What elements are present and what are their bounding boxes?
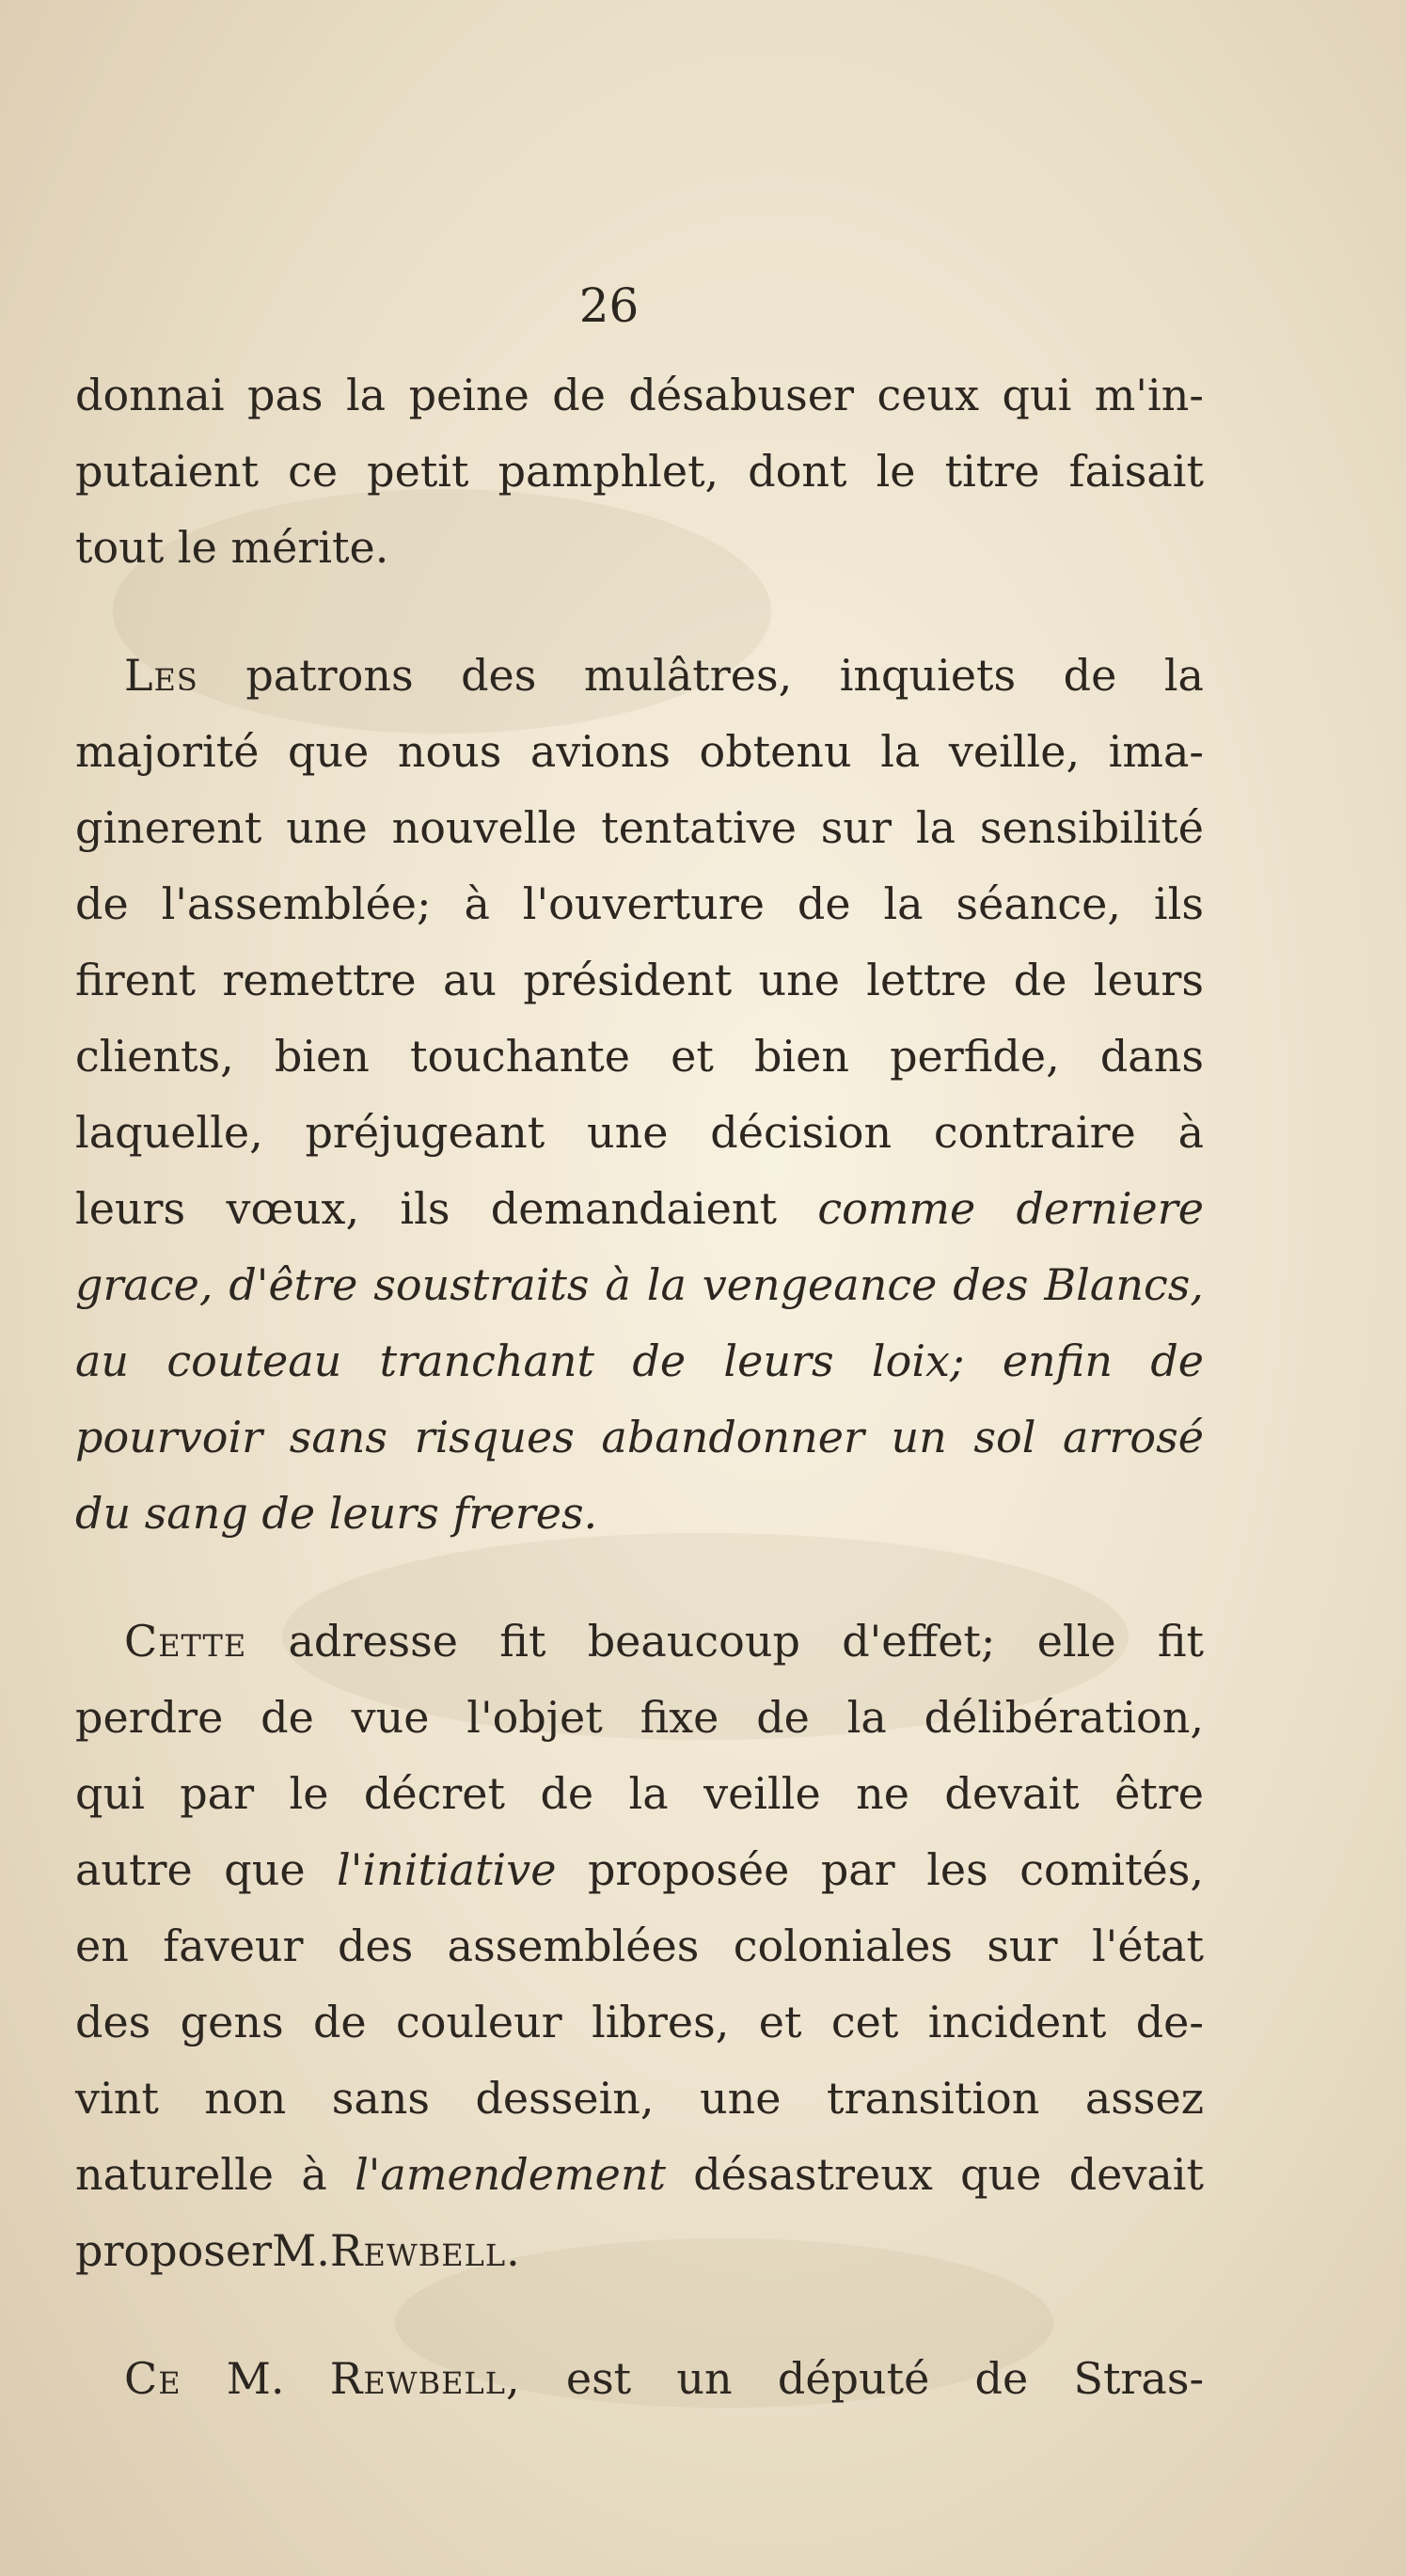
paragraph <box>75 638 1204 1552</box>
word: la <box>880 726 921 777</box>
word: la <box>628 1768 669 1819</box>
paragraph <box>75 1604 1204 2289</box>
word: ils <box>400 1183 450 1234</box>
word: dessein, <box>475 2073 655 2124</box>
text-line <box>75 510 1204 586</box>
word: couleur <box>396 1997 562 2047</box>
word: ce <box>288 446 339 497</box>
word: le <box>876 446 916 497</box>
word: qui <box>1002 370 1072 420</box>
word: faisait <box>1068 446 1204 497</box>
word: une <box>286 802 368 853</box>
text-line <box>75 1095 1204 1171</box>
word: pas <box>247 370 324 420</box>
word: à <box>1177 1107 1204 1158</box>
word: de <box>632 1335 687 1386</box>
word: firent <box>75 955 197 1005</box>
word: loix; <box>871 1335 965 1386</box>
text-line <box>75 2061 1204 2137</box>
text-line <box>75 434 1204 510</box>
word: M. <box>226 2353 285 2404</box>
word: dans <box>1099 1031 1204 1082</box>
word: au <box>442 955 498 1005</box>
word: la <box>1163 650 1204 701</box>
word: pamphlet, <box>498 446 719 497</box>
word: autre <box>75 1844 193 1895</box>
word: de <box>312 1997 367 2047</box>
text-line <box>75 942 1204 1019</box>
word: gens <box>180 1997 284 2047</box>
word: soustraits <box>373 1259 590 1310</box>
word: les <box>926 1844 988 1895</box>
text-line <box>75 638 1204 714</box>
word: des <box>337 1920 414 1971</box>
word: remettre <box>222 955 417 1005</box>
word: donnai <box>75 370 225 420</box>
word: une <box>758 955 840 1005</box>
word: leurs <box>1093 955 1204 1005</box>
word: à <box>605 1259 631 1310</box>
word: bien <box>274 1031 370 1082</box>
word: fit <box>499 1616 546 1667</box>
word: coloniales <box>733 1920 953 1971</box>
text-line <box>75 1908 1204 1984</box>
word: nous <box>397 726 502 777</box>
word: sur <box>820 802 893 853</box>
word: sol <box>973 1412 1036 1462</box>
word: l'état <box>1091 1920 1204 1971</box>
word: est <box>565 2353 632 2404</box>
word: cet <box>830 1997 899 2047</box>
word: l'objet <box>466 1692 603 1743</box>
word: la <box>345 370 387 420</box>
text-line <box>75 1399 1204 1476</box>
word: libres, <box>592 1997 730 2047</box>
word: assemblées <box>447 1920 700 1971</box>
word: ils <box>1153 878 1204 929</box>
word: que <box>224 1844 306 1895</box>
word: Rewbell, <box>329 2353 521 2404</box>
word: devait <box>944 1768 1080 1819</box>
word: que <box>287 726 370 777</box>
word: l'assemblée; <box>161 878 432 929</box>
word: délibération, <box>924 1692 1204 1743</box>
word: elle <box>1036 1616 1116 1667</box>
word: de <box>974 2353 1029 2404</box>
word: enfin <box>1002 1335 1113 1386</box>
word: laquelle, <box>75 1107 263 1158</box>
text-line <box>75 1680 1204 1756</box>
word: leurs <box>75 1183 186 1234</box>
word: veille <box>703 1768 821 1819</box>
word: une <box>700 2073 782 2124</box>
word: putaient <box>75 446 260 497</box>
word: contraire <box>933 1107 1136 1158</box>
word: risques <box>414 1412 575 1462</box>
word: demandaient <box>490 1183 778 1234</box>
word: sans <box>331 2073 430 2124</box>
word: inquiets <box>839 650 1017 701</box>
text-line <box>75 1019 1204 1095</box>
word: beaucoup <box>587 1616 800 1667</box>
word: séance, <box>956 878 1122 929</box>
word: à <box>301 2149 327 2200</box>
paragraph <box>75 357 1204 586</box>
word: Cette <box>124 1616 247 1667</box>
word: d'être <box>229 1259 358 1310</box>
word: un <box>891 1412 947 1462</box>
paragraph-gap <box>75 2289 1204 2341</box>
word: être <box>1114 1768 1204 1819</box>
text-line <box>75 2137 1204 2213</box>
word: clients, <box>75 1031 234 1082</box>
word: de- <box>1135 1997 1204 2047</box>
text-line <box>75 1476 1204 1552</box>
word: et <box>758 1997 802 2047</box>
word: abandonner <box>601 1412 864 1462</box>
word: ginerent <box>75 802 262 853</box>
text-line <box>75 2341 1204 2417</box>
word: décret <box>363 1768 506 1819</box>
word: m'in- <box>1094 370 1204 420</box>
word: d'effet; <box>842 1616 996 1667</box>
word: vœux, <box>226 1183 360 1234</box>
word: à <box>464 878 490 929</box>
word: tout le mérite. <box>75 522 389 573</box>
word: ima- <box>1108 726 1204 777</box>
word: veille, <box>948 726 1081 777</box>
word: de <box>540 1768 594 1819</box>
word: sensibilité <box>979 802 1204 853</box>
text-line <box>75 1171 1204 1247</box>
word: leurs <box>723 1335 834 1386</box>
word: de <box>261 1692 314 1743</box>
word: fit <box>1157 1616 1204 1667</box>
word: président <box>523 955 733 1005</box>
word: désastreux <box>693 2149 933 2200</box>
paragraph-gap <box>75 586 1204 638</box>
word: titre <box>944 446 1040 497</box>
body-text <box>75 357 1204 2417</box>
word: ceux <box>877 370 980 420</box>
word: patrons <box>245 650 414 701</box>
word: lettre <box>866 955 987 1005</box>
text-line <box>75 866 1204 942</box>
word: un <box>676 2353 733 2404</box>
word: adresse <box>288 1616 458 1667</box>
word: des <box>953 1259 1029 1310</box>
word: pourvoir <box>75 1412 263 1462</box>
word: dont <box>748 446 847 497</box>
word: proposée <box>587 1844 790 1895</box>
text-line <box>75 790 1204 866</box>
word: tranchant <box>379 1335 595 1386</box>
word: avions <box>529 726 671 777</box>
word: vue <box>351 1692 430 1743</box>
word: Stras- <box>1073 2353 1204 2404</box>
word: des <box>75 1997 151 2047</box>
word: assez <box>1084 2073 1204 2124</box>
text-line <box>75 1832 1204 1908</box>
word: sur <box>987 1920 1058 1971</box>
word: peine <box>408 370 529 420</box>
word: de <box>75 878 129 929</box>
word: du sang de leurs freres. <box>75 1488 598 1539</box>
word: la <box>846 1692 887 1743</box>
word: par <box>180 1768 255 1819</box>
text-line <box>75 1984 1204 2061</box>
word: obtenu <box>699 726 852 777</box>
word: l'ouverture <box>522 878 765 929</box>
word: député <box>777 2353 930 2404</box>
word: préjugeant <box>305 1107 545 1158</box>
word: décision <box>710 1107 893 1158</box>
word: de <box>1150 1335 1204 1386</box>
word: mulâtres, <box>583 650 793 701</box>
word: fixe <box>640 1692 719 1743</box>
word: majorité <box>75 726 260 777</box>
word: que <box>960 2149 1042 2200</box>
word: bien <box>753 1031 849 1082</box>
text-line <box>75 1604 1204 1680</box>
word: la <box>646 1259 687 1310</box>
word: comités, <box>1019 1844 1204 1895</box>
word: vengeance <box>702 1259 938 1310</box>
word: en <box>75 1920 129 1971</box>
page-number: 26 <box>578 278 640 333</box>
word: de <box>552 370 606 420</box>
word: de <box>797 878 851 929</box>
word: de <box>756 1692 810 1743</box>
word: la <box>915 802 956 853</box>
word: ne <box>856 1768 909 1819</box>
word: perdre <box>75 1692 224 1743</box>
word: derniere <box>1016 1183 1204 1234</box>
word: tentative <box>601 802 797 853</box>
word: incident <box>927 1997 1107 2047</box>
word: transition <box>827 2073 1040 2124</box>
word: grace, <box>75 1259 213 1310</box>
word: non <box>204 2073 287 2124</box>
word: de <box>1013 955 1067 1005</box>
word: sans <box>289 1412 387 1462</box>
paragraph <box>75 2341 1204 2417</box>
word: la <box>883 878 924 929</box>
word: perfide, <box>890 1031 1060 1082</box>
word: Ce <box>124 2353 182 2404</box>
word: au <box>75 1335 130 1386</box>
word: Rewbell. <box>329 2225 521 2276</box>
word: Blancs, <box>1044 1259 1204 1310</box>
word: naturelle <box>75 2149 275 2200</box>
word: Les <box>124 650 198 701</box>
text-line <box>75 2213 1204 2289</box>
word: faveur <box>163 1920 304 1971</box>
word: désabuser <box>628 370 854 420</box>
text-line <box>75 1247 1204 1323</box>
word: l'amendement <box>355 2149 666 2200</box>
word: arrosé <box>1063 1412 1204 1462</box>
word: qui <box>75 1768 145 1819</box>
word: l'initiative <box>337 1844 557 1895</box>
text-line <box>75 1323 1204 1399</box>
word: le <box>289 1768 329 1819</box>
word: proposer <box>75 2225 273 2276</box>
word: nouvelle <box>391 802 577 853</box>
word: des <box>461 650 537 701</box>
word: touchante <box>410 1031 630 1082</box>
word: M. <box>272 2225 330 2276</box>
word: une <box>587 1107 669 1158</box>
text-line <box>75 357 1204 434</box>
text-line <box>75 1756 1204 1832</box>
text-line <box>75 714 1204 790</box>
word: et <box>671 1031 714 1082</box>
word: comme <box>817 1183 976 1234</box>
word: petit <box>367 446 469 497</box>
word: de <box>1063 650 1117 701</box>
paragraph-gap <box>75 1552 1204 1604</box>
word: vint <box>75 2073 159 2124</box>
word: par <box>820 1844 895 1895</box>
word: devait <box>1068 2149 1204 2200</box>
word: couteau <box>166 1335 342 1386</box>
